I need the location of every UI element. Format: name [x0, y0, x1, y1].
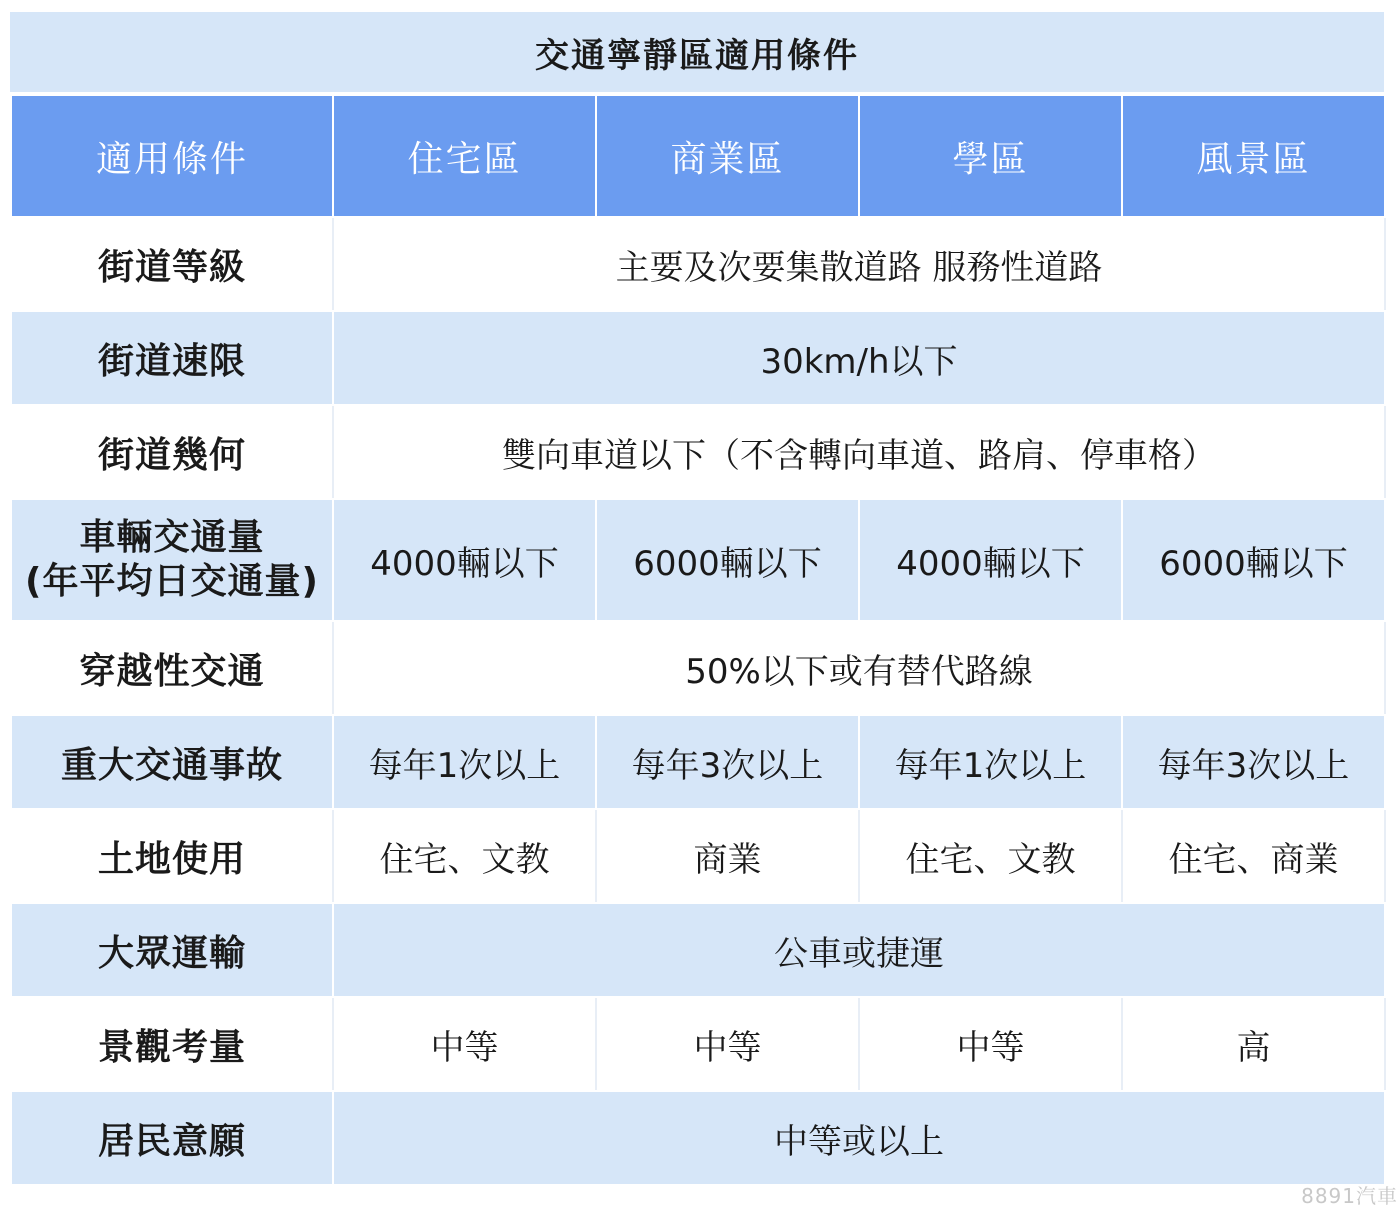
cell-commercial: 6000輛以下: [596, 499, 859, 621]
cell-commercial: 每年3次以上: [596, 715, 859, 809]
header-cell-scenic: 風景區: [1122, 95, 1385, 217]
row-label: 街道等級: [11, 217, 333, 311]
row-label: 街道速限: [11, 311, 333, 405]
cell-school: 住宅、文教: [859, 809, 1122, 903]
header-cell-condition: 適用條件: [11, 95, 333, 217]
table-row: [11, 217, 1385, 311]
row-value: 公車或捷運: [333, 903, 1385, 997]
row-label: 土地使用: [11, 809, 333, 903]
cell-scenic: 高: [1122, 997, 1385, 1091]
row-value: 30km/h以下: [333, 311, 1385, 405]
cell-school: 中等: [859, 997, 1122, 1091]
conditions-table: [10, 94, 1386, 1186]
row-label: [11, 499, 333, 621]
cell-school: 4000輛以下: [859, 499, 1122, 621]
table-row: [11, 809, 1385, 903]
row-value: 中等或以上: [333, 1091, 1385, 1185]
table-row: [11, 1091, 1385, 1185]
header-cell-residential: 住宅區: [333, 95, 596, 217]
cell-commercial: 商業: [596, 809, 859, 903]
cell-commercial: 中等: [596, 997, 859, 1091]
cell-scenic: 6000輛以下: [1122, 499, 1385, 621]
table-row: [11, 499, 1385, 621]
table-row: [11, 903, 1385, 997]
row-label: 居民意願: [11, 1091, 333, 1185]
cell-scenic: 每年3次以上: [1122, 715, 1385, 809]
cell-residential: 住宅、文教: [333, 809, 596, 903]
row-label: 景觀考量: [11, 997, 333, 1091]
watermark-logo: 8891汽車: [1301, 1184, 1398, 1208]
table-row: [11, 997, 1385, 1091]
table-row: [11, 715, 1385, 809]
row-label: 重大交通事故: [11, 715, 333, 809]
row-label-line2: (年平均日交通量): [25, 561, 319, 602]
header-row: [11, 95, 1385, 217]
row-label: 大眾運輸: [11, 903, 333, 997]
cell-residential: 4000輛以下: [333, 499, 596, 621]
row-value: 雙向車道以下（不含轉向車道、路肩、停車格）: [333, 405, 1385, 499]
cell-school: 每年1次以上: [859, 715, 1122, 809]
header-cell-commercial: 商業區: [596, 95, 859, 217]
table-title: 交通寧靜區適用條件: [10, 12, 1384, 92]
row-label-line1: 車輛交通量: [79, 517, 265, 558]
row-value: 主要及次要集散道路 服務性道路: [333, 217, 1385, 311]
row-value: 50%以下或有替代路線: [333, 621, 1385, 715]
cell-residential: 中等: [333, 997, 596, 1091]
row-label: 穿越性交通: [11, 621, 333, 715]
table-row: [11, 621, 1385, 715]
cell-residential: 每年1次以上: [333, 715, 596, 809]
row-label: 街道幾何: [11, 405, 333, 499]
table-row: [11, 405, 1385, 499]
header-cell-school: 學區: [859, 95, 1122, 217]
table-row: [11, 311, 1385, 405]
cell-scenic: 住宅、商業: [1122, 809, 1385, 903]
table-wrapper: [10, 12, 1384, 1186]
